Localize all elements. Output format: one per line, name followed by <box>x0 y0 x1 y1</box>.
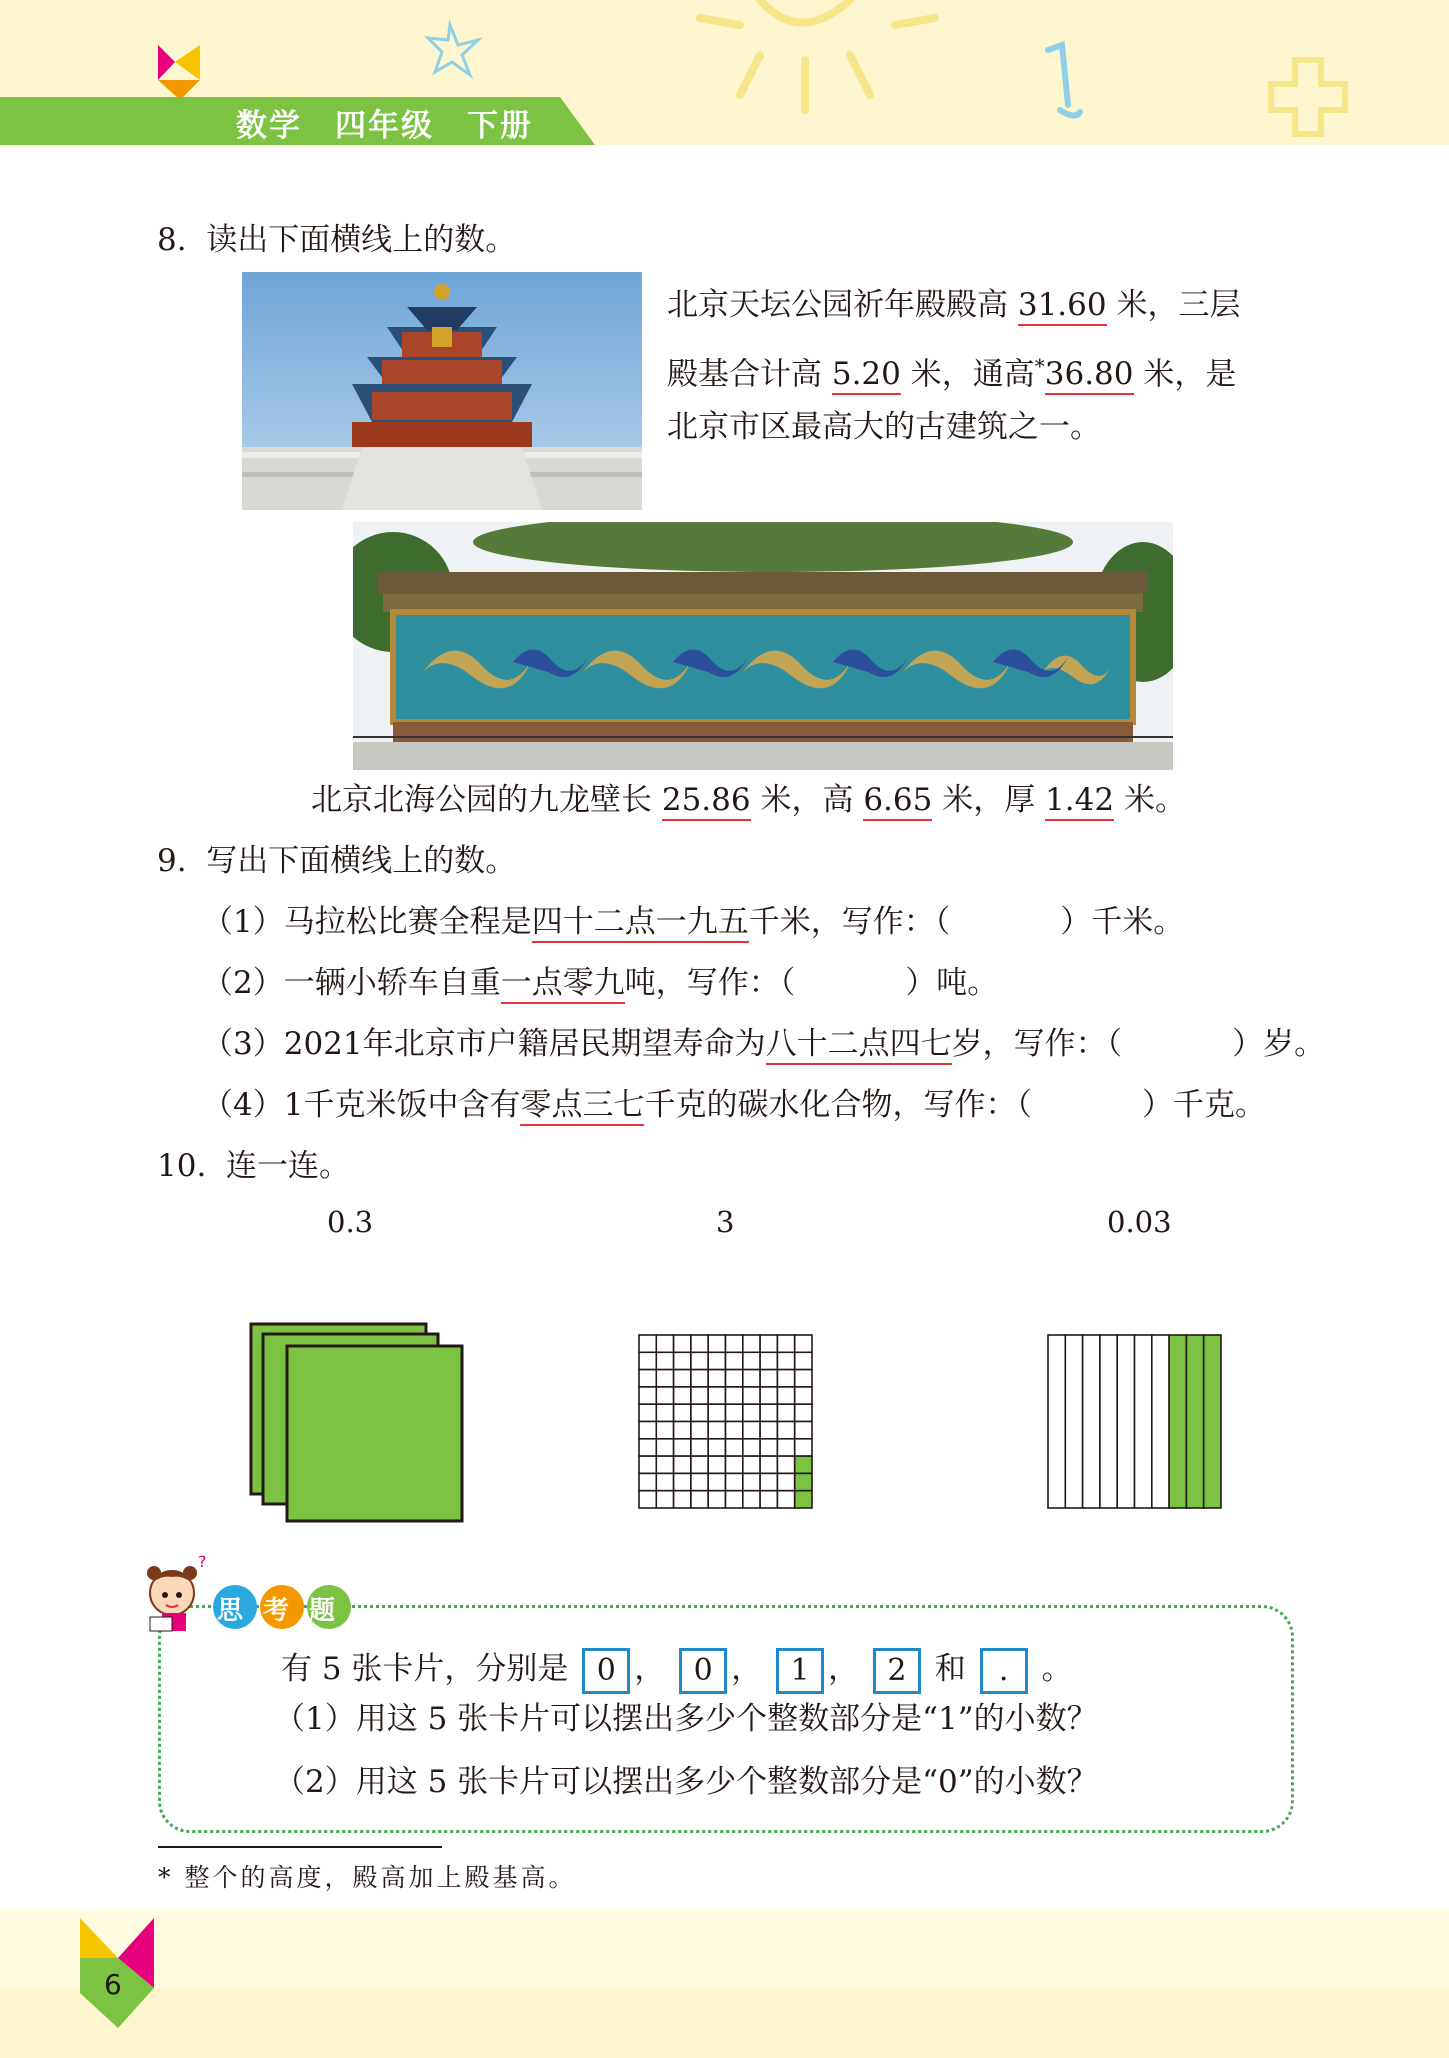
shaded-strip <box>1186 1335 1203 1508</box>
grid-cell <box>743 1422 760 1439</box>
grid-cell <box>656 1491 673 1508</box>
grid-cell <box>691 1439 708 1456</box>
think-text: 有 5 张卡片，分别是 <box>281 1651 569 1687</box>
temple-text: 北京天坛公园祈年殿殿高 <box>667 287 1008 323</box>
think-text: 。 <box>1041 1651 1073 1687</box>
wall-height-value: 6.65 <box>863 782 932 821</box>
grid-cell <box>726 1439 743 1456</box>
grid-cell <box>639 1370 656 1387</box>
grid-cell <box>777 1473 794 1490</box>
strip <box>1065 1335 1082 1508</box>
logo-pink <box>158 45 175 80</box>
grid-cell <box>639 1335 656 1352</box>
item-underlined-number: 八十二点四七 <box>766 1026 952 1065</box>
card-2: 2 <box>873 1648 921 1694</box>
q9-item-4 <box>202 1085 1266 1125</box>
grid-cell <box>691 1352 708 1369</box>
grid-cell <box>639 1387 656 1404</box>
item-index: （4） <box>202 1087 284 1123</box>
grid-cell <box>656 1456 673 1473</box>
think-question-2: （2）用这 5 张卡片可以摆出多少个整数部分是“0”的小数？ <box>274 1764 1098 1800</box>
wall-sentence <box>311 780 1186 820</box>
temple-text: 米，三层 <box>1116 287 1241 323</box>
grid-cell <box>691 1422 708 1439</box>
grid-cell <box>743 1456 760 1473</box>
q8-number: 8. <box>157 222 187 258</box>
grid-cell <box>639 1404 656 1421</box>
item-text: 千克的碳水化合物，写作：（ <box>644 1087 1032 1123</box>
wall-text: 米，高 <box>760 782 854 818</box>
grid-cell <box>777 1352 794 1369</box>
grid-cell <box>777 1439 794 1456</box>
grid-cell <box>795 1335 812 1352</box>
footnote: * 整个的高度，殿高加上殿基高。 <box>158 1863 577 1892</box>
grid-cell <box>674 1370 691 1387</box>
temple-line-3: 北京市区最高大的古建筑之一。 <box>667 409 1101 445</box>
q8-heading <box>157 220 516 260</box>
header-title: 数学 四年级 下册 <box>236 108 533 144</box>
item-text: 吨，写作：（ <box>624 965 796 1001</box>
grid-cell <box>795 1352 812 1369</box>
grid-cell <box>795 1387 812 1404</box>
item-text: 1千克米饭中含有 <box>283 1087 521 1123</box>
grid-cell <box>795 1439 812 1456</box>
grid-cell <box>760 1352 777 1369</box>
grid-cell <box>708 1370 725 1387</box>
wall-text: 北京北海公园的九龙壁长 <box>311 782 652 818</box>
card-dot: . <box>980 1648 1028 1694</box>
think-question-1: （1）用这 5 张卡片可以摆出多少个整数部分是“1”的小数？ <box>274 1701 1098 1737</box>
svg-text:?: ? <box>198 1555 207 1571</box>
shaded-cell <box>795 1473 812 1490</box>
q10-heading <box>157 1146 350 1186</box>
grid-cell <box>743 1335 760 1352</box>
grid-cell <box>743 1370 760 1387</box>
grid-cell <box>743 1352 760 1369</box>
grid-cell <box>674 1422 691 1439</box>
item-index: （1） <box>202 904 284 940</box>
grid-cell <box>760 1387 777 1404</box>
grid-cell <box>760 1404 777 1421</box>
tenths-strip-figure[interactable] <box>1046 1333 1226 1511</box>
wall-text: 米，厚 <box>942 782 1036 818</box>
footer-band <box>0 1988 1449 2058</box>
shaded-strip <box>1169 1335 1186 1508</box>
grid-cell <box>656 1473 673 1490</box>
item-text: 马拉松比赛全程是 <box>283 904 532 940</box>
grid-cell <box>656 1387 673 1404</box>
grid-cell <box>777 1491 794 1508</box>
grid-cell <box>674 1335 691 1352</box>
think-badge-label: 思考题 <box>217 1596 356 1626</box>
footnote-rule <box>158 1846 442 1848</box>
grid-cell <box>639 1473 656 1490</box>
q8-prompt: 读出下面横线上的数。 <box>206 222 517 258</box>
grid-cell <box>795 1404 812 1421</box>
grid-cell <box>726 1335 743 1352</box>
grid-cell <box>674 1473 691 1490</box>
nine-dragon-wall-photo <box>353 522 1173 770</box>
think-intro <box>281 1645 1072 1694</box>
grid-cell <box>656 1370 673 1387</box>
grid-cell <box>656 1335 673 1352</box>
grid-cell <box>691 1404 708 1421</box>
plus-doodle <box>1271 60 1345 134</box>
q10-number: 10. <box>157 1148 207 1184</box>
footnote-star: * <box>1034 354 1045 378</box>
temple-line-1 <box>667 285 1240 325</box>
q9-item-3 <box>202 1024 1325 1064</box>
wall-thickness-value: 1.42 <box>1045 782 1114 821</box>
grid-cell <box>674 1491 691 1508</box>
grid-cell <box>760 1335 777 1352</box>
grid-cell <box>691 1387 708 1404</box>
grid-cell <box>639 1352 656 1369</box>
grid-cell <box>656 1404 673 1421</box>
strip <box>1117 1335 1134 1508</box>
grid-cell <box>743 1491 760 1508</box>
item-text: 岁，写作：（ <box>951 1026 1123 1062</box>
grid-cell <box>708 1456 725 1473</box>
grid-cell <box>760 1491 777 1508</box>
item-underlined-number: 零点三七 <box>520 1087 644 1126</box>
grid-cell <box>777 1422 794 1439</box>
star-doodle <box>428 25 478 75</box>
grid-cell <box>726 1370 743 1387</box>
separator: ， <box>731 1651 763 1687</box>
grid-cell <box>743 1387 760 1404</box>
grid-cell <box>708 1422 725 1439</box>
temple-line-2 <box>667 346 1236 394</box>
hundredths-grid-figure[interactable] <box>637 1333 817 1511</box>
strip <box>1100 1335 1117 1508</box>
wall-text: 米。 <box>1123 782 1186 818</box>
q9-prompt: 写出下面横线上的数。 <box>206 843 517 879</box>
item-text: ）岁。 <box>1232 1026 1326 1062</box>
grid-cell <box>777 1387 794 1404</box>
grid-cell <box>708 1352 725 1369</box>
match-label-0-3[interactable]: 0.3 <box>327 1205 374 1239</box>
match-label-3[interactable]: 3 <box>716 1205 735 1239</box>
separator: ， <box>634 1651 666 1687</box>
grid-cell <box>691 1370 708 1387</box>
grid-cell <box>743 1439 760 1456</box>
grid-cell <box>708 1335 725 1352</box>
temple-text: 殿基合计高 <box>667 356 822 393</box>
q10-prompt: 连一连。 <box>226 1148 351 1184</box>
separator: ， <box>828 1651 860 1687</box>
logo-yellow <box>175 45 200 80</box>
strip <box>1135 1335 1152 1508</box>
grid-cell <box>726 1352 743 1369</box>
grid-cell <box>760 1473 777 1490</box>
grid-cell <box>639 1439 656 1456</box>
match-label-0-03[interactable]: 0.03 <box>1107 1205 1172 1239</box>
grid-cell <box>760 1370 777 1387</box>
item-text: 一辆小轿车自重 <box>283 965 501 1001</box>
grid-cell <box>674 1352 691 1369</box>
grid-cell <box>726 1456 743 1473</box>
item-text: ）千克。 <box>1141 1087 1266 1123</box>
temple-of-heaven-photo <box>242 272 642 510</box>
grid-cell <box>760 1422 777 1439</box>
shaded-cell <box>795 1456 812 1473</box>
grid-cell <box>726 1473 743 1490</box>
sun-doodle <box>700 0 935 110</box>
grid-cell <box>674 1456 691 1473</box>
grid-cell <box>708 1473 725 1490</box>
grid-cell <box>656 1439 673 1456</box>
item-text: ）千米。 <box>1060 904 1185 940</box>
grid-cell <box>726 1422 743 1439</box>
temple-height-value: 31.60 <box>1018 287 1107 326</box>
grid-cell <box>743 1404 760 1421</box>
shaded-cell <box>795 1491 812 1508</box>
grid-cell <box>691 1335 708 1352</box>
item-text: ）吨。 <box>905 965 999 1001</box>
grid-cell <box>726 1491 743 1508</box>
card-0a: 0 <box>582 1648 630 1694</box>
grid-cell <box>795 1370 812 1387</box>
temple-text: 米，是 <box>1143 356 1237 393</box>
item-index: （2） <box>202 965 284 1001</box>
grid-cell <box>691 1473 708 1490</box>
one-doodle <box>1048 45 1080 116</box>
temple-base-value: 5.20 <box>832 356 901 395</box>
grid-cell <box>708 1491 725 1508</box>
grid-cell <box>656 1422 673 1439</box>
page-number: 6 <box>104 1968 122 2001</box>
grid-cell <box>674 1404 691 1421</box>
grid-cell <box>674 1387 691 1404</box>
item-index: （3） <box>202 1026 284 1062</box>
grid-cell <box>674 1439 691 1456</box>
grid-cell <box>760 1439 777 1456</box>
grid-cell <box>777 1456 794 1473</box>
grid-cell <box>777 1335 794 1352</box>
grid-cell <box>639 1456 656 1473</box>
grid-cell <box>708 1439 725 1456</box>
q9-item-2 <box>202 963 998 1003</box>
strip <box>1152 1335 1169 1508</box>
grid-cell <box>639 1491 656 1508</box>
temple-text: 米，通高 <box>910 356 1035 393</box>
grid-cell <box>656 1352 673 1369</box>
grid-cell <box>708 1387 725 1404</box>
grid-cell <box>760 1456 777 1473</box>
strip <box>1048 1335 1065 1508</box>
q9-item-1 <box>202 902 1184 942</box>
grid-cell <box>743 1473 760 1490</box>
q9-heading <box>157 841 516 881</box>
grid-cell <box>777 1404 794 1421</box>
item-underlined-number: 四十二点一九五 <box>532 904 749 943</box>
grid-cell <box>777 1370 794 1387</box>
wall-length-value: 25.86 <box>662 782 751 821</box>
item-text: 2021年北京市户籍居民期望寿命为 <box>283 1026 766 1062</box>
think-text: 和 <box>934 1651 966 1687</box>
grid-cell <box>708 1404 725 1421</box>
card-0b: 0 <box>679 1648 727 1694</box>
temple-total-value: 36.80 <box>1045 356 1134 395</box>
item-underlined-number: 一点零九 <box>501 965 625 1004</box>
card-1: 1 <box>776 1648 824 1694</box>
grid-cell <box>691 1456 708 1473</box>
shaded-strip <box>1204 1335 1221 1508</box>
q9-number: 9. <box>157 843 187 879</box>
grid-cell <box>795 1422 812 1439</box>
grid-cell <box>691 1491 708 1508</box>
grid-cell <box>726 1404 743 1421</box>
grid-cell <box>639 1422 656 1439</box>
item-text: 千米，写作：（ <box>748 904 951 940</box>
grid-cell <box>726 1387 743 1404</box>
three-wholes-figure[interactable] <box>245 1318 467 1525</box>
strip <box>1083 1335 1100 1508</box>
